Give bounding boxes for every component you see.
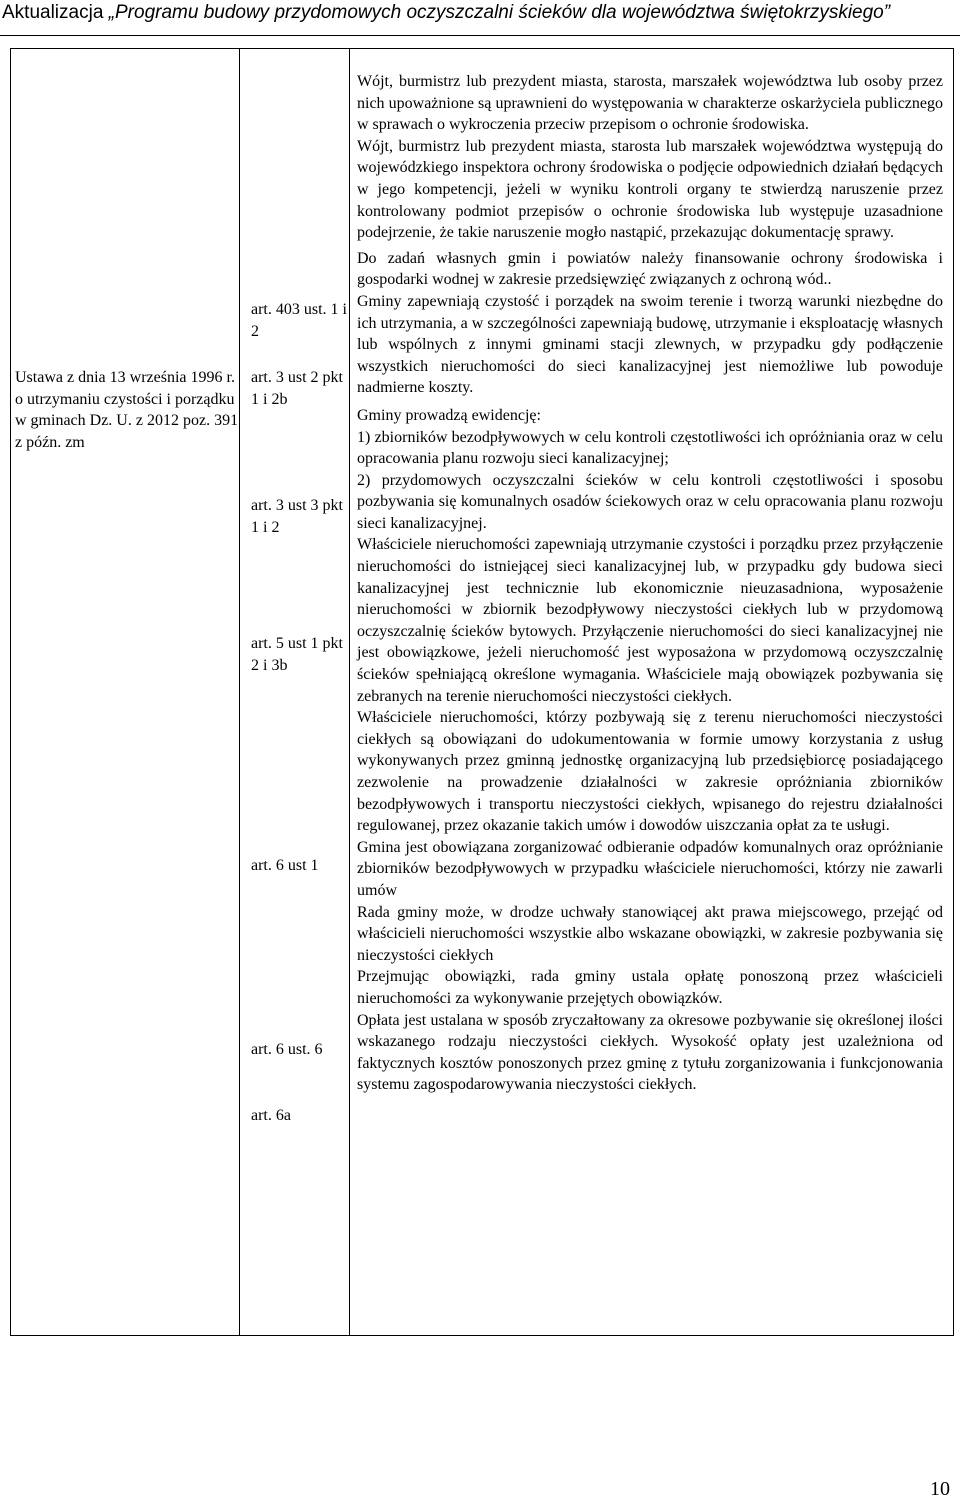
header-title: „Programu budowy przydomowych oczyszczalni ścieków dla województwa świętokrzyskiego”	[103, 2, 891, 23]
paragraph: Wójt, burmistrz lub prezydent miasta, starosta, marszałek województwa lub osoby przez nich upoważnione są uprawnieni do występowania w charakterze oskarżyciela publicznego w sprawach o wykroczenia przeciw przepisom o ochronie środowiska.	[357, 73, 943, 134]
article-ref: art. 3 ust 3 pkt 1 i 2	[251, 497, 343, 536]
paragraph: Do zadań własnych gmin i powiatów należy finansowanie ochrony środowiska i gospodarki wodnej w zakresie przedsięwzięć związanych z ochroną wód..	[357, 249, 943, 289]
article-ref: art. 6a	[251, 1107, 291, 1124]
paragraph: Właściciele nieruchomości zapewniają utrzymanie czystości i porządku przez przyłączenie nieruchomości do istniejącej sieci kanalizacyjnej lub, w przypadku gdy budowa sieci kanalizacyjnej jest technicznie lub ekonomicznie nieuzasadniona, wyposażenie nieruchomości w zbiornik bezodpływowy nieczystości ciekłych lub w przydomową oczyszczalnię ścieków bytowych. Przyłączenie nieruchomości do sieci kanalizacyjnej nie jest obowiązkowe, jeżeli nieruchomość jest wyposażona w przydomową oczyszczalnię ścieków spełniającą określone wymagania. Właściciele mają obowiązek pozbywania się zebranych na terenie nieruchomości nieczystości ciekłych.	[357, 536, 943, 705]
article-ref: art. 403 ust. 1 i 2	[251, 301, 347, 340]
paragraph: Opłata jest ustalana w sposób zryczałtowany za okresowe pozbywanie się określonej ilości wskazanego rodzaju nieczystości ciekłych. Wysokość opłaty jest uzależniona od faktycznych kosztów ponoszonych przez gminę z tytułu zorganizowania i funkcjonowania systemu zagospodarowywania nieczystości ciekłych.	[357, 1011, 943, 1094]
page-number: 10	[930, 1478, 950, 1500]
paragraph: Rada gminy może, w drodze uchwały stanowiącej akt prawa miejscowego, przejąć od właścicieli nieruchomości wszystkie albo wskazane obowiązki, w zakresie pozbywania się nieczystości ciekłych	[357, 903, 943, 964]
article-ref: art. 3 ust 2 pkt 1 i 2b	[251, 369, 343, 408]
article-ref: art. 5 ust 1 pkt 2 i 3b	[251, 635, 343, 674]
paragraph: Gminy zapewniają czystość i porządek na swoim terenie i tworzą warunki niezbędne do ich utrzymania, a w szczególności zapewniają budowę, utrzymanie i eksploatację własnych lub wspólnych z innymi gminami stacji zlewnych, w przypadku gdy podłączenie wszystkich nieruchomości do sieci kanalizacyjnej jest niemożliwe lub powoduje nadmierne koszty.	[357, 292, 943, 397]
article-ref: art. 6 ust. 6	[251, 1041, 323, 1058]
header-prefix: Aktualizacja	[2, 2, 104, 23]
paragraph: Przejmując obowiązki, rada gminy ustala opłatę ponoszoną przez właścicieli nieruchomości za wykonywanie przejętych obowiązków.	[357, 968, 943, 1007]
content-column	[357, 71, 943, 1096]
paragraph: Właściciele nieruchomości, którzy pozbywają się z terenu nieruchomości nieczystości ciekłych są obowiązani do udokumentowania w formie umowy korzystania z usług wykonywanych przez gminną jednostkę organizacyjną lub przedsiębiorcę posiadającego zezwolenie na prowadzenie działalności w zakresie opróżniania zbiorników bezodpływowych i transportu nieczystości ciekłych, wpisanego do rejestru działalności regulowanej, przez okazanie takich umów i dowodów uiszczania opłat za te usługi.	[357, 709, 943, 835]
paragraph: Wójt, burmistrz lub prezydent miasta, starosta lub marszałek województwa występują do wojewódzkiego inspektora ochrony środowiska o podjęcie odpowiednich działań będących w jego kompetencji, jeżeli w wyniku kontroli organy te stwierdzą naruszenie przez kontrolowany podmiot przepisów o ochronie środowiska lub występuje uzasadnione podejrzenie, że takie naruszenie mogło nastąpić, przekazując dokumentację sprawy.	[357, 137, 943, 242]
paragraph: Gminy prowadzą ewidencję:	[357, 406, 541, 424]
page-header	[0, 0, 960, 36]
law-reference: Ustawa z dnia 13 września 1996 r. o utrzymaniu czystości i porządku w gminach Dz. U. z 2012 poz. 391 z późn. zm	[15, 369, 239, 451]
column-divider-2	[349, 49, 350, 1335]
paragraph: Gmina jest obowiązana zorganizować odbieranie odpadów komunalnych oraz opróżnianie zbiorników bezodpływowych w przypadku właściciele nieruchomości, którzy nie zawarli umów	[357, 838, 943, 899]
column-divider-1	[239, 49, 240, 1335]
list-item: 2) przydomowych oczyszczalni ścieków w celu kontroli częstotliwości i sposobu pozbywania się komunalnych osadów ściekowych oraz w celu opracowania planu rozwoju sieci kanalizacyjnej.	[357, 471, 943, 532]
law-table	[10, 48, 954, 1336]
list-item: 1) zbiorników bezodpływowych w celu kontroli częstotliwości ich opróżniania oraz w celu opracowania planu rozwoju sieci kanalizacyjnej;	[357, 428, 943, 468]
article-ref: art. 6 ust 1	[251, 857, 319, 874]
